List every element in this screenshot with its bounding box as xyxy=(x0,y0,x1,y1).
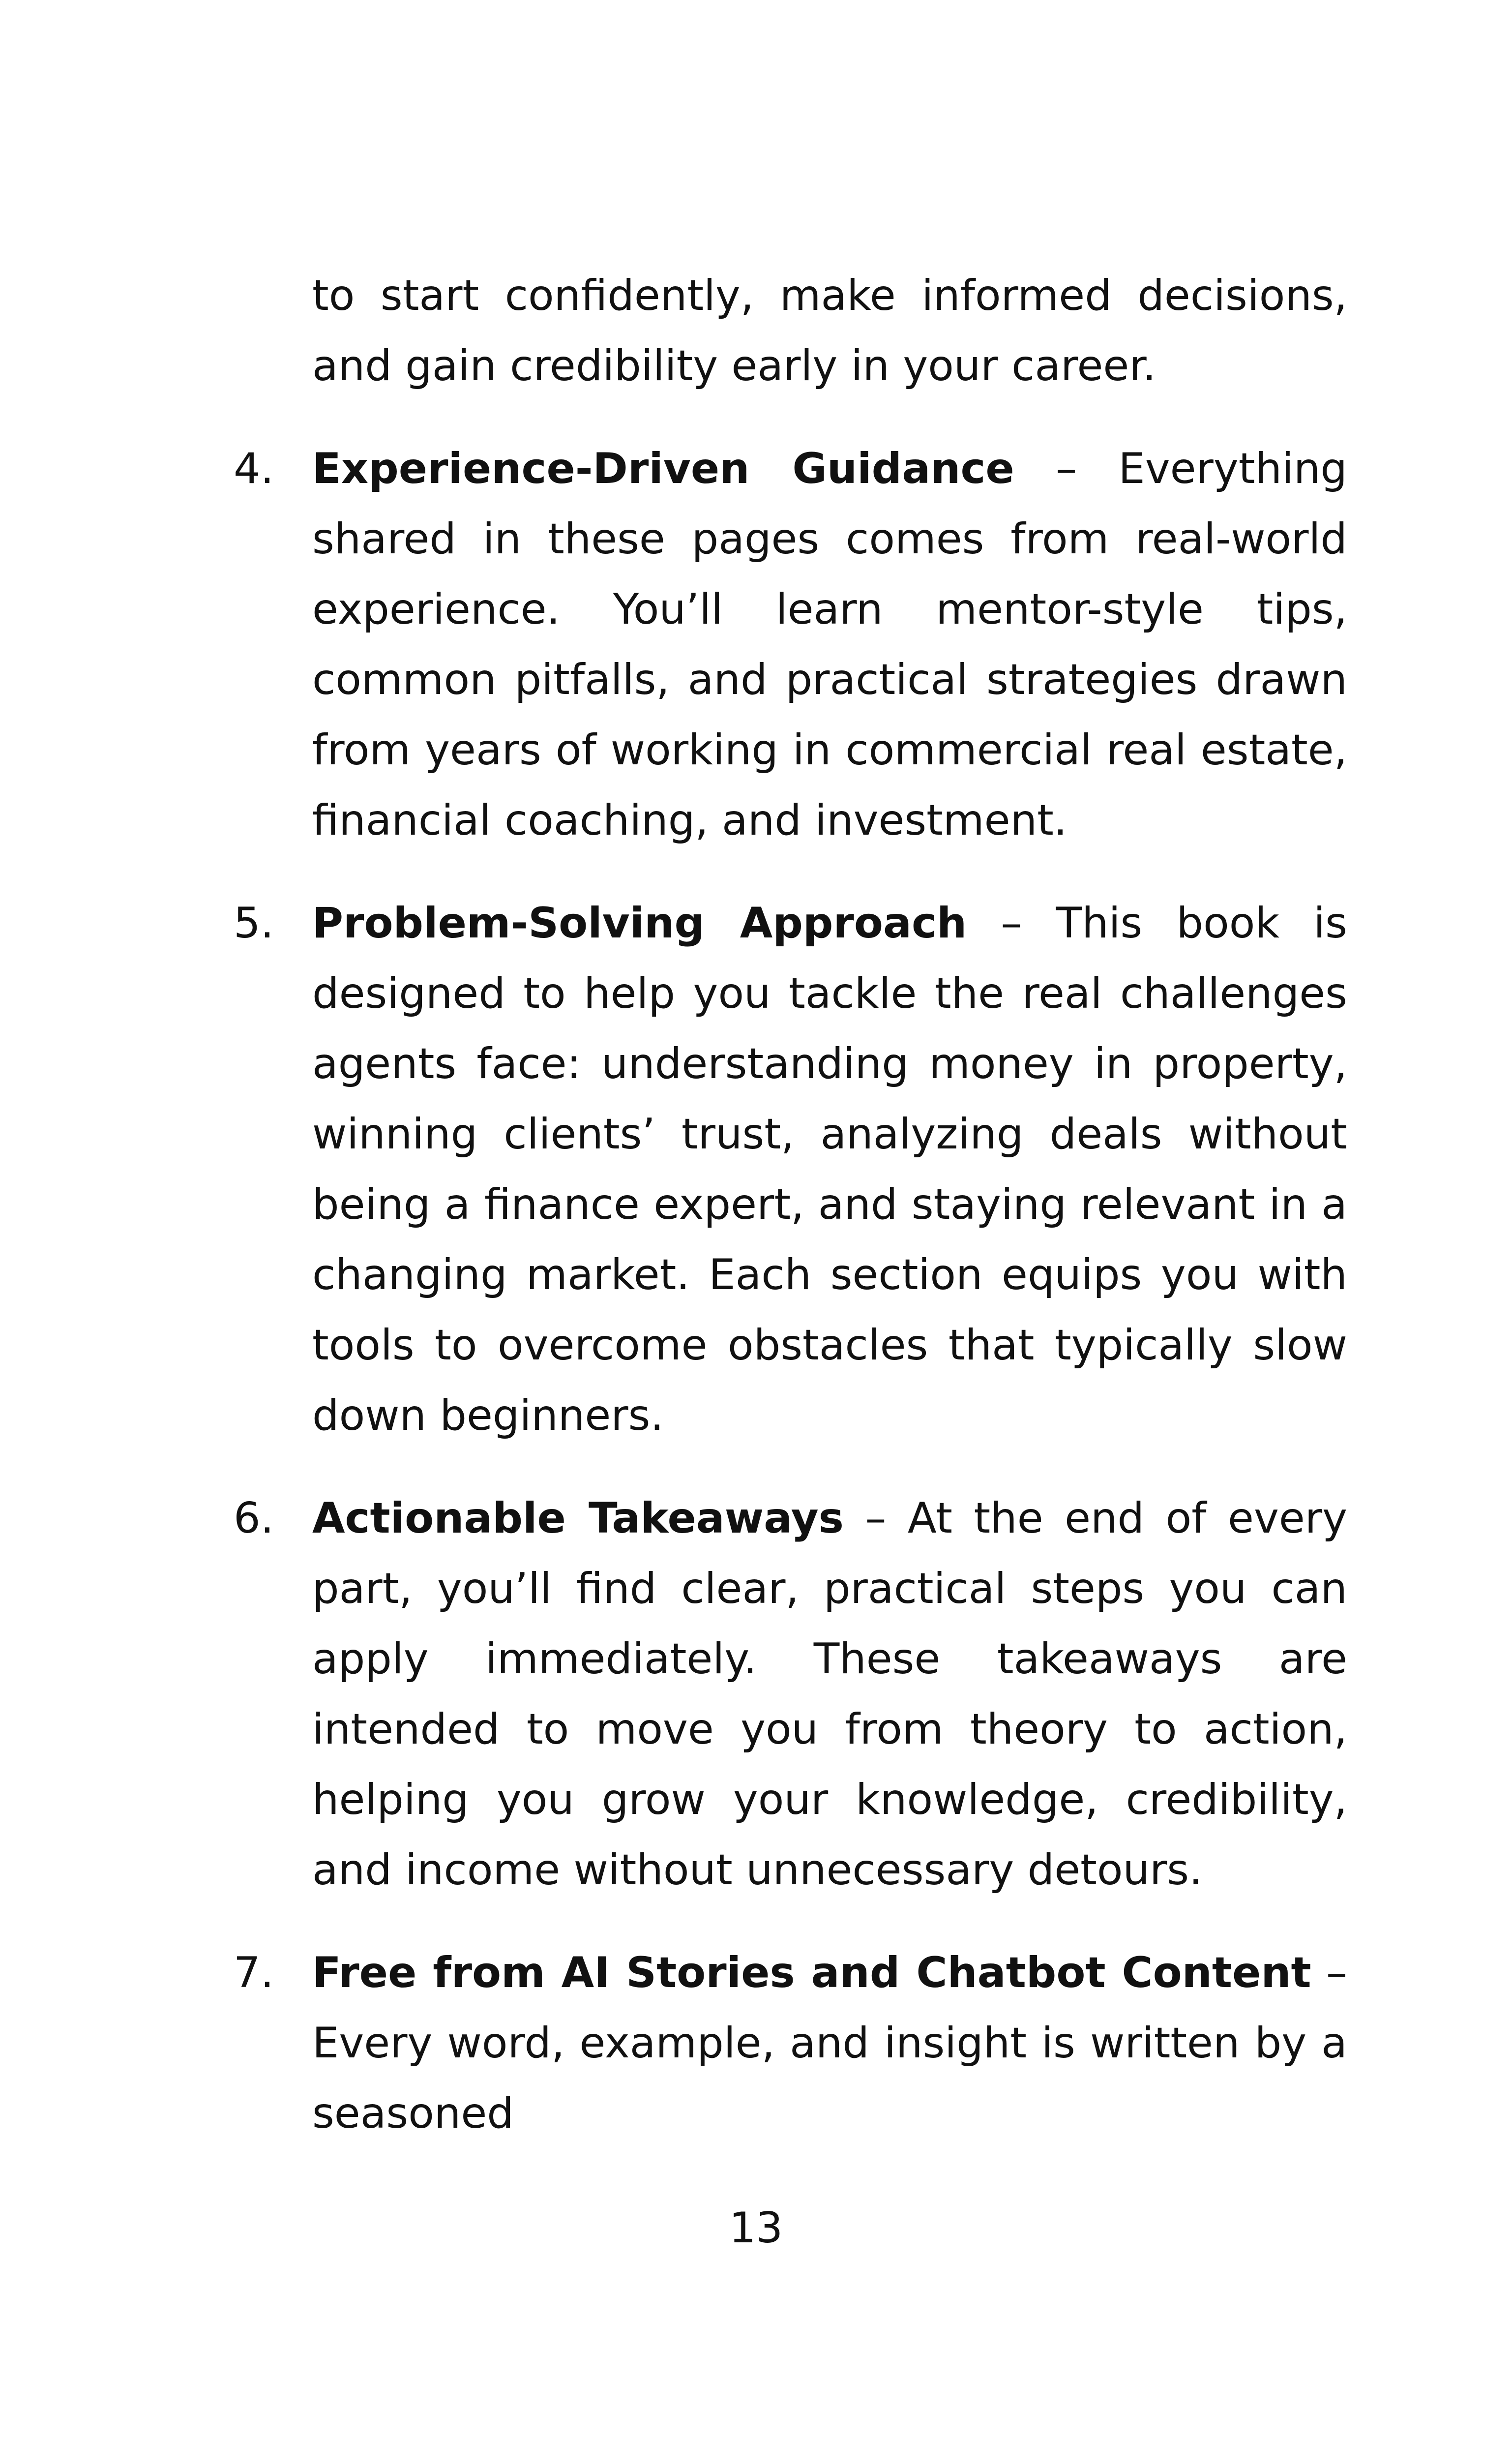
list-item-text: – Every word, example, and insight is written by a seasoned xyxy=(312,1948,1347,2138)
list-item-text: – At the end of every part, you’ll find clear, practical steps you can apply immediately. These takeaways are intended to move you from theory to action, helping you grow your knowledge, credibility, and income without unnecessary detours. xyxy=(312,1494,1347,1895)
list-item xyxy=(234,1483,1347,1905)
list-item-title: Experience-Driven Guidance xyxy=(312,444,1014,493)
list-item-body xyxy=(312,888,1347,1451)
list-item-title: Free from AI Stories and Chatbot Content xyxy=(312,1948,1311,1997)
list-item-text: – Everything shared in these pages comes from real-world experience. You’ll learn mentor-style tips, common pitfalls, and practical strategies drawn from years of working in commercial real estate, financial coaching, and investment. xyxy=(312,444,1347,845)
list-item xyxy=(234,434,1347,856)
list-number: 4. xyxy=(234,444,274,493)
list-item-body xyxy=(312,1483,1347,1905)
list-item-body xyxy=(312,1938,1347,2149)
page-number: 13 xyxy=(729,2203,783,2253)
list-number: 7. xyxy=(234,1948,274,1997)
list-item-body xyxy=(312,434,1347,856)
list-item-title: Problem-Solving Approach xyxy=(312,899,967,948)
list-number: 5. xyxy=(234,899,274,948)
list-number: 6. xyxy=(234,1494,274,1543)
list-item xyxy=(234,888,1347,1451)
intro-continuation: to start confidently, make informed decisions, and gain credibility early in your career. xyxy=(312,271,1347,391)
list-item xyxy=(234,1938,1347,2149)
list-item-title: Actionable Takeaways xyxy=(312,1494,844,1543)
page-content xyxy=(234,261,1347,2181)
list-item-text: – This book is designed to help you tackle the real challenges agents face: understanding money in property, winning clients’ trust, analyzing deals without being a finance expert, and staying relevant in a changing market. Each section equips you with tools to overcome obstacles that typically slow down beginners. xyxy=(312,899,1347,1440)
